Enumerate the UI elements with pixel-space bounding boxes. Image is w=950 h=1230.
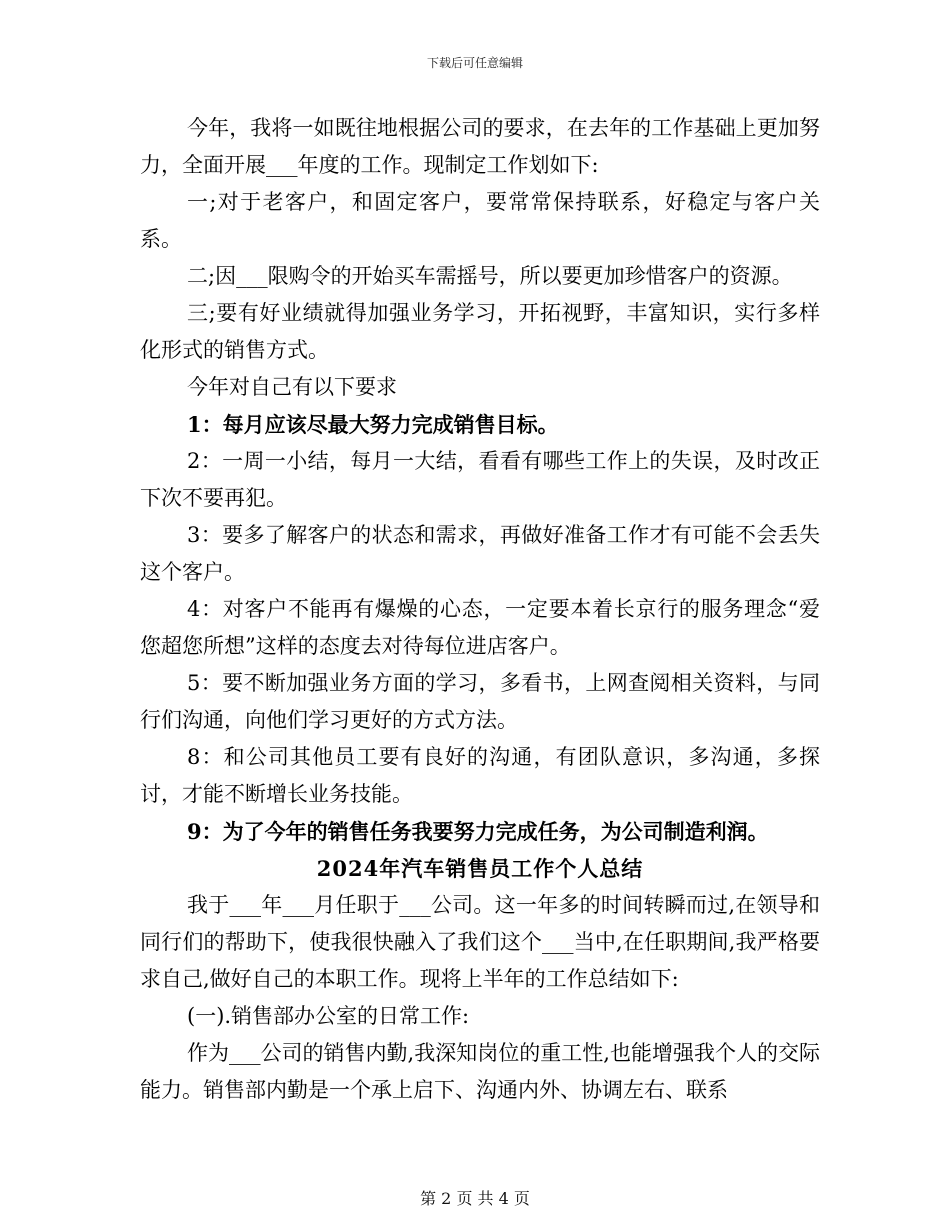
section-title: 2024年汽车销售员工作个人总结: [316, 856, 644, 881]
page-footer: 第 2 页 共 4 页: [420, 1189, 530, 1208]
summary-intro: 我于___年___月任职于___公司。这一年多的时间转瞬而过,在领导和同行们的帮助下，使我很快融入了我们这个___当中,在任职期间,我严格要求自己,做好自己的本职工作。现将上半年的工作总结如下:: [140, 893, 820, 991]
summary-paragraph: 作为___公司的销售内勤,我深知岗位的重工性,也能增强我个人的交际能力。销售部内勤是一个承上启下、沟通内外、协调左右、联系: [140, 1041, 820, 1102]
requirement-3: 3：要多了解客户的状态和需求，再做好准备工作才有可能不会丢失这个客户。: [140, 523, 820, 584]
requirement-4: 4：对客户不能再有爆燥的心态，一定要本着长京行的服务理念“爱您超您所想”这样的态度去对待每位进店客户。: [140, 597, 820, 658]
document-body: [140, 110, 820, 1109]
paragraph-requirements-intro: 今年对自己有以下要求: [187, 375, 397, 399]
requirement-1: 1：每月应该尽最大努力完成销售目标。: [187, 412, 559, 437]
paragraph-item-3: 三;要有好业绩就得加强业务学习，开拓视野，丰富知识，实行多样化形式的销售方式。: [140, 301, 820, 362]
paragraph-intro: 今年，我将一如既往地根据公司的要求，在去年的工作基础上更加努力，全面开展___年度的工作。现制定工作划如下:: [140, 116, 820, 177]
paragraph-item-2: 二;因___限购令的开始买车需摇号，所以要更加珍惜客户的资源。: [187, 264, 793, 288]
page-header: 下载后可任意编辑: [426, 56, 523, 70]
requirement-8: 8：和公司其他员工要有良好的沟通，有团队意识，多沟通，多探讨，才能不断增长业务技能。: [140, 745, 820, 806]
requirement-2: 2：一周一小结，每月一大结，看看有哪些工作上的失误，及时改正下次不要再犯。: [140, 449, 820, 510]
requirement-5: 5：要不断加强业务方面的学习，多看书，上网查阅相关资料，与同行们沟通，向他们学习更好的方式方法。: [140, 671, 820, 732]
paragraph-item-1: 一;对于老客户，和固定客户，要常常保持联系，好稳定与客户关系。: [140, 190, 820, 251]
summary-subheading: (一).销售部办公室的日常工作:: [187, 1004, 470, 1028]
requirement-9: 9：为了今年的销售任务我要努力完成任务，为公司制造利润。: [187, 819, 769, 844]
